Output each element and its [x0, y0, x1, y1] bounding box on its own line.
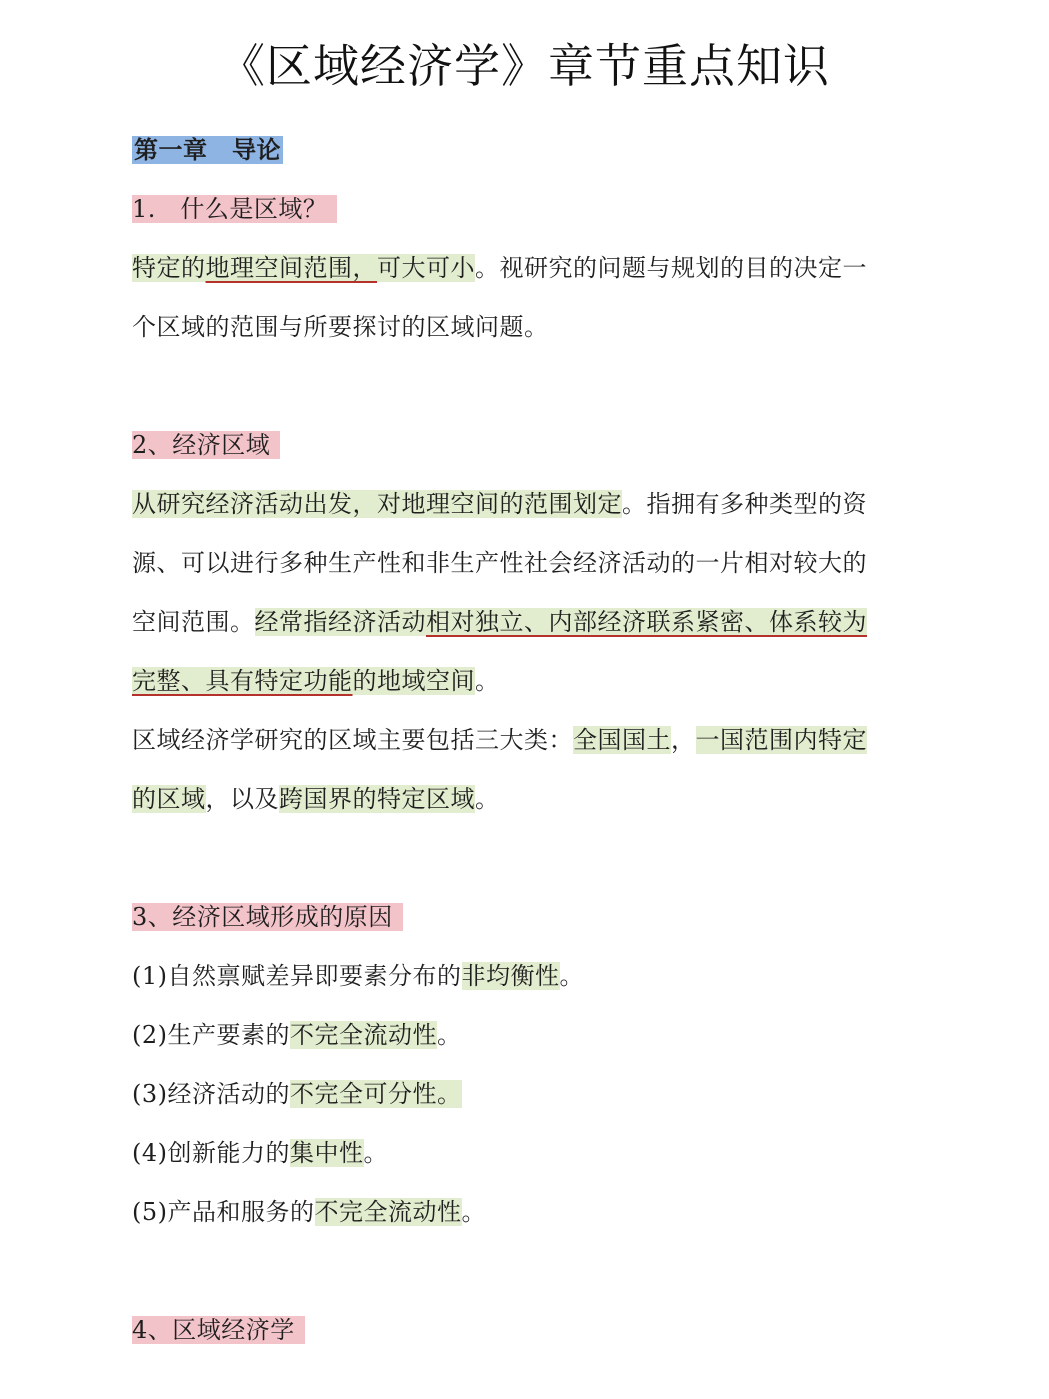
list-item — [132, 1018, 462, 1052]
list-item — [132, 1195, 486, 1229]
section-3-heading-text: 3、经济区域形成的原因 — [132, 903, 403, 931]
list-item-highlight: 非均衡性 — [461, 962, 560, 990]
highlight-span: 一国范围内特定 — [695, 726, 867, 754]
section-1-line-1 — [132, 251, 867, 285]
highlight-span: 跨国界的特定区域 — [279, 785, 475, 813]
section-1-heading-text: 1. 什么是区域？ — [132, 195, 337, 223]
list-item-text: (4)创新能力的 — [132, 1139, 290, 1167]
highlight-span: 的地域空间 — [352, 667, 475, 695]
highlight-span: 的区域 — [132, 785, 206, 813]
chapter-label: 第一章 导论 — [134, 136, 281, 164]
highlight-span: 特定的 — [132, 254, 206, 282]
list-item-text: (1)自然禀赋差异即要素分布的 — [132, 962, 462, 990]
list-item-punct: 。 — [437, 1021, 462, 1049]
list-item — [132, 1136, 388, 1170]
underlined-highlight-span: 完整、具有特定功能 — [132, 667, 353, 695]
list-item-highlight: 不完全可分性。 — [290, 1080, 462, 1108]
section-2-line-2: 源、可以进行多种生产性和非生产性社会经济活动的一片相对较大的 — [132, 549, 867, 577]
list-item-punct: 。 — [461, 1198, 486, 1226]
section-2-line-3 — [132, 605, 867, 639]
text-span: 。指拥有多种类型的资 — [622, 490, 867, 518]
section-1-line-2: 个区域的范围与所要探讨的区域问题。 — [132, 313, 549, 341]
section-4-heading-text: 4、区域经济学 — [132, 1316, 305, 1344]
section-2-line-4 — [132, 664, 500, 698]
section-2-line-6 — [132, 782, 500, 816]
text-span: ， — [671, 726, 696, 754]
text-span: 。视研究的问题与规划的目的决定一 — [475, 254, 867, 282]
document-title: 《区域经济学》章节重点知识 — [219, 39, 830, 93]
list-item-punct: 。 — [559, 962, 584, 990]
text-span: 。 — [475, 785, 500, 813]
section-2-line-5 — [132, 723, 867, 757]
section-4-heading — [132, 1313, 305, 1347]
list-item-text: (3)经济活动的 — [132, 1080, 290, 1108]
section-2-heading — [132, 428, 280, 462]
highlight-span: 从研究经济活动出发，对地理空间的范围划定 — [132, 490, 622, 518]
highlight-span: 全国国土 — [573, 726, 671, 754]
section-3-heading — [132, 900, 403, 934]
text-span: 空间范围。 — [132, 608, 255, 636]
list-item-text: (5)产品和服务的 — [132, 1198, 315, 1226]
list-item-punct: 。 — [363, 1139, 388, 1167]
highlight-span: 可大可小 — [377, 254, 475, 282]
section-2-heading-text: 2、经济区域 — [132, 431, 280, 459]
chapter-heading — [132, 133, 283, 167]
list-item-text: (2)生产要素的 — [132, 1021, 290, 1049]
list-item — [132, 1077, 462, 1111]
section-2-line-1 — [132, 487, 867, 521]
text-span: 区域经济学研究的区域主要包括三大类： — [132, 726, 573, 754]
text-span: ，以及 — [205, 785, 279, 813]
text-span: 。 — [475, 667, 500, 695]
underlined-highlight-span: 相对独立、内部经济联系紧密、体系较为 — [426, 608, 867, 636]
underlined-highlight-span: 地理空间范围， — [205, 254, 377, 282]
list-item-highlight: 集中性 — [290, 1139, 364, 1167]
section-1-heading — [132, 192, 337, 226]
list-item-highlight: 不完全流动性 — [314, 1198, 462, 1226]
list-item — [132, 959, 584, 993]
list-item-highlight: 不完全流动性 — [290, 1021, 437, 1049]
highlight-span: 经常指经济活动 — [254, 608, 426, 636]
